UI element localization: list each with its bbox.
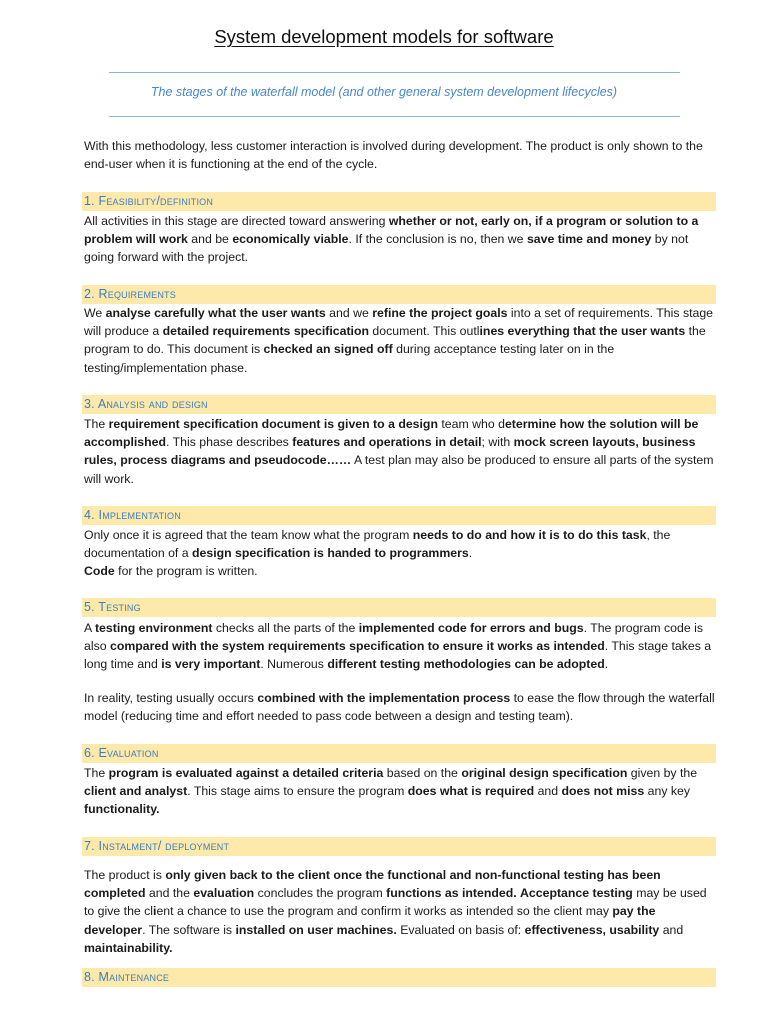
section-heading-feasibility xyxy=(82,192,716,211)
emphasis-text: needs to do and how it is to do this task xyxy=(412,528,647,542)
section-number: 7. xyxy=(84,839,95,853)
section-number: 2. xyxy=(84,287,95,301)
subtitle-rule-bottom xyxy=(109,116,680,117)
section-heading-evaluation xyxy=(82,744,716,763)
emphasis-text: different testing methodologies can be adopted xyxy=(327,657,605,672)
section-heading-implementation xyxy=(82,506,716,525)
emphasis-text: does what is required xyxy=(407,784,535,799)
section-heading-analysis xyxy=(82,395,716,414)
section-body-testing: A testing environment checks all the parts of the implemented code for errors and bugs. The program code is also compared with the system requirements specification to ensure it works as intended. This stage takes a long time and is very important. Numerous different testing methodologies can be adopted. xyxy=(84,621,712,672)
page-subtitle: The stages of the waterfall model (and other general system development lifecycles) xyxy=(150,85,618,99)
emphasis-text: design specification is handed to programmers xyxy=(192,546,469,561)
section-title: Instalment/ deployment xyxy=(98,839,230,853)
emphasis-text: Acceptance testing xyxy=(520,886,633,901)
section-title: Requirements xyxy=(98,287,176,301)
subtitle-rule-top xyxy=(109,72,680,73)
emphasis-text: implemented code for errors and bugs xyxy=(358,621,584,635)
section-number: 6. xyxy=(84,746,95,760)
section-title: Testing xyxy=(98,600,141,614)
section-body-testing-extra: In reality, testing usually occurs combined with the implementation process to ease the flow through the waterfall model (reducing time and effort needed to pass code between a design and testing team). xyxy=(84,691,715,724)
section-title: Evaluation xyxy=(98,746,159,760)
emphasis-text: compared with the system requirements specification to ensure it works as intended xyxy=(109,639,605,654)
emphasis-text: functionality. xyxy=(84,802,160,817)
section-body-implementation: Only once it is agreed that the team know what the program needs to do and how it is to do this task, the documentation of a design specification is handed to programmers. Code for the program is written. xyxy=(84,528,671,579)
section-number: 8. xyxy=(84,970,95,984)
emphasis-text: save time and money xyxy=(526,232,652,247)
section-body-deployment: The product is only given back to the client once the functional and non-functional testing has been completed and the evaluation concludes the program functions as intended. Acceptance testing may be used to give the client a chance to use the program and confirm it works as intended so the client may pay the developer. The software is installed on user machines. Evaluated on basis of: effectiveness, usability and maintainability. xyxy=(84,868,707,955)
page-title: System development models for software xyxy=(214,26,554,47)
emphasis-text: program is evaluated against a detailed criteria xyxy=(108,766,384,780)
emphasis-text: original design specification xyxy=(461,766,628,780)
emphasis-text: detailed requirements specification xyxy=(162,324,369,339)
emphasis-text: does not miss xyxy=(561,784,645,799)
section-body-analysis: The requirement specification document is given to a design team who determine how the solution will be accomplished. This phase describes features and operations in detail; with mock screen layouts, business rules, process diagrams and pseudocode…… A test plan may also be produced to ensure all parts of the system will work. xyxy=(84,417,714,486)
emphasis-text: refine the project goals xyxy=(372,306,508,320)
emphasis-text: features and operations in detail xyxy=(292,435,482,450)
emphasis-text: etermine how the solution will be accomplished xyxy=(84,417,699,450)
emphasis-text: mock screen layouts, business rules, process diagrams and pseudocode…… xyxy=(84,435,696,468)
emphasis-text: installed on user machines. xyxy=(235,922,397,937)
section-heading-requirements xyxy=(82,285,716,304)
intro-paragraph: With this methodology, less customer interaction is involved during development. The product is only shown to the end-user when it is functioning at the end of the cycle. xyxy=(84,139,703,172)
section-body-feasibility: All activities in this stage are directed toward answering whether or not, early on, if a program or solution to a problem will work and be economically viable. If the conclusion is no, then we save time and money by not going forward with the project. xyxy=(84,214,699,265)
emphasis-text: evaluation xyxy=(193,886,255,901)
emphasis-text: economically viable xyxy=(232,232,349,247)
emphasis-text: ines everything that the user wants xyxy=(479,324,686,339)
emphasis-text: only given back to the client once the functional and non-functional testing has been completed xyxy=(84,868,661,901)
section-title: Feasibility/definition xyxy=(98,194,214,208)
section-number: 4. xyxy=(84,508,95,522)
section-number: 1. xyxy=(84,194,95,208)
emphasis-text: client and analyst xyxy=(84,784,188,799)
section-heading-deployment xyxy=(82,837,716,856)
emphasis-text: testing environment xyxy=(94,621,213,635)
emphasis-text: maintainability. xyxy=(84,940,173,955)
section-title: Maintenance xyxy=(98,970,170,984)
section-number: 3. xyxy=(84,397,95,411)
section-body-evaluation: The program is evaluated against a detailed criteria based on the original design specification given by the client and analyst. This stage aims to ensure the program does what is required and does not miss any key functionality. xyxy=(84,766,698,817)
emphasis-text: whether or not, early on, if a program or solution to a problem will work xyxy=(84,214,699,247)
emphasis-text: functions as intended. xyxy=(386,886,517,901)
emphasis-text: Code xyxy=(84,564,115,579)
section-title: Implementation xyxy=(98,508,181,522)
section-heading-maintenance xyxy=(82,968,716,987)
emphasis-text: i xyxy=(153,904,157,919)
section-heading-testing xyxy=(82,598,716,617)
section-body-requirements: We analyse carefully what the user wants and we refine the project goals into a set of requirements. This stage will produce a detailed requirements specification document. This outlines everything that the user wants the program to do. This document is checked an signed off during acceptance testing later on in the testing/implementation phase. xyxy=(84,306,714,375)
emphasis-text: analyse carefully what the user wants xyxy=(105,306,326,320)
emphasis-text: pay the developer xyxy=(84,904,656,937)
section-title: Analysis and design xyxy=(97,397,208,411)
emphasis-text: requirement specification document is given to a design xyxy=(108,417,438,431)
emphasis-text: effectiveness, usability xyxy=(524,922,660,937)
emphasis-text: combined with the implementation process xyxy=(257,691,511,705)
emphasis-text: checked an signed off xyxy=(263,342,393,357)
emphasis-text: is very important xyxy=(161,657,261,672)
section-number: 5. xyxy=(84,600,95,614)
